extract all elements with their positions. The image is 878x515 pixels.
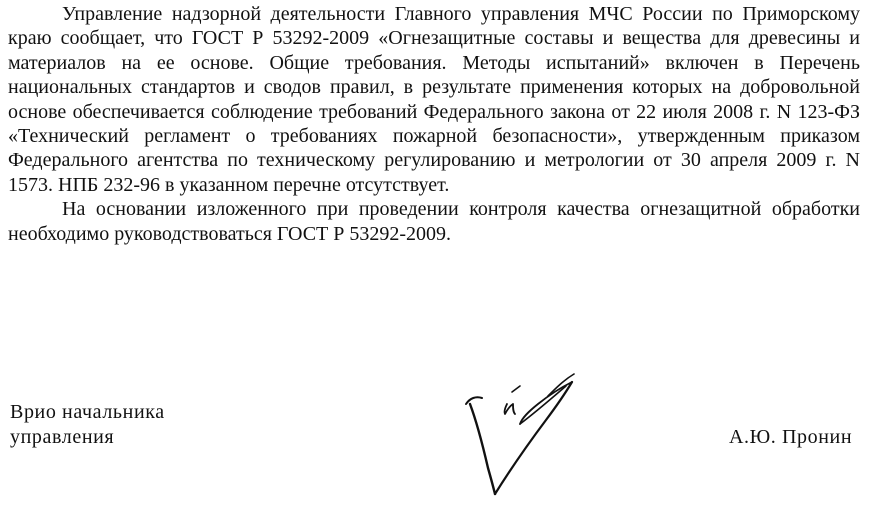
signer-position-line-2: управления — [10, 426, 115, 448]
paragraph-1: Управление надзорной деятельности Главного управления МЧС России по Приморскому краю сообщает, что ГОСТ Р 53292-2009 «Огнезащитные составы и вещества для древесины и материалов на ее основе. Общие требования. Методы испытаний» включен в Перечень национальных стандартов и сводов правил, в результате применения которых на добровольной основе обеспечивается соблюдение требований Федерального закона от 22 июля 2008 г. N 123-ФЗ «Технический регламент о требованиях пожарной безопасности», утвержденным приказом Федерального агентства по техническому регулированию и метрологии от 30 апреля 2009 г. N 1573. НПБ 232-96 в указанном перечне отсутствует. — [8, 3, 860, 196]
signer-name: А.Ю. Пронин — [729, 426, 853, 448]
paragraph-2: На основании изложенного при проведении контроля качества огнезащитной обработки необходимо руководствоваться ГОСТ Р 53292-2009. — [8, 198, 860, 245]
signer-position-line-1: Врио начальника — [10, 401, 165, 423]
